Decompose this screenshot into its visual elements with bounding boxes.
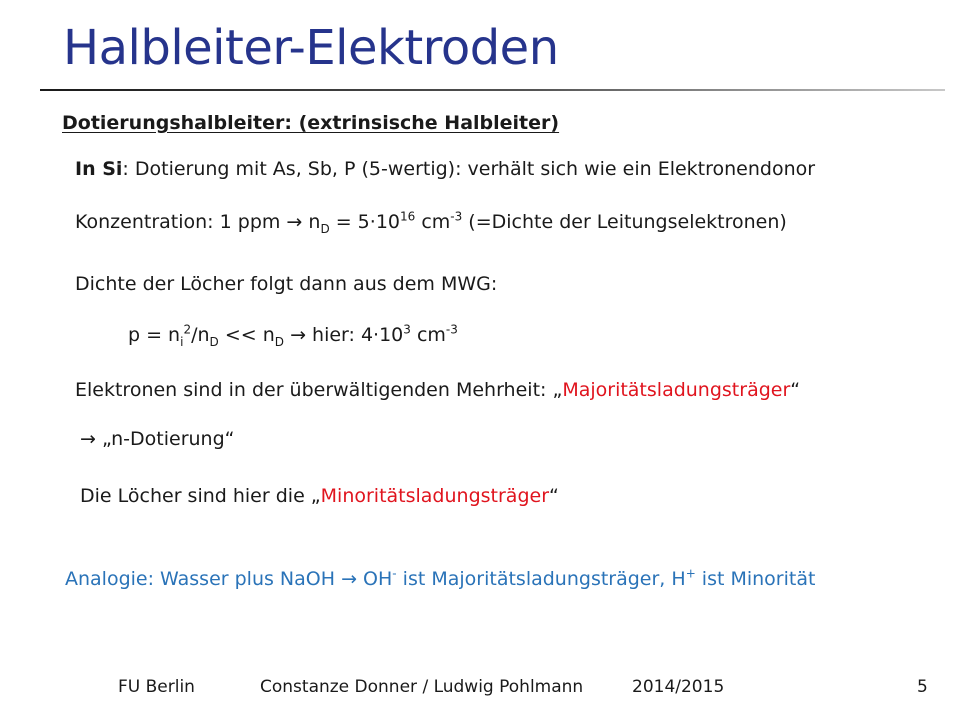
subscript: D bbox=[320, 221, 330, 236]
analogy-line bbox=[65, 567, 815, 591]
doping-line bbox=[75, 157, 815, 181]
subscript: D bbox=[209, 334, 219, 349]
analogy-text: Analogie: Wasser plus NaOH bbox=[65, 568, 342, 590]
formula-part: cm bbox=[415, 211, 451, 233]
formula-part: cm bbox=[410, 324, 446, 346]
formula-part: hier: 4·10 bbox=[305, 324, 404, 346]
formula-part: ist Majoritätsladungsträger, H bbox=[396, 568, 686, 590]
minority-term: Minoritätsladungsträger bbox=[320, 485, 550, 507]
slide-title: Halbleiter-Elektroden bbox=[63, 20, 559, 76]
footer-term: 2014/2015 bbox=[632, 677, 725, 697]
page-number: 5 bbox=[917, 677, 928, 697]
n-doping-text: „n-Dotierung“ bbox=[95, 428, 235, 450]
superscript: 2 bbox=[183, 322, 192, 337]
mwg-formula-line bbox=[128, 323, 458, 347]
doping-bold-label: In Si bbox=[75, 158, 123, 180]
majority-text: Elektronen sind in der überwältigenden Mehrheit: „ bbox=[75, 379, 563, 401]
subscript: i bbox=[180, 334, 184, 349]
superscript: -3 bbox=[445, 322, 458, 337]
arrow-icon: → bbox=[341, 568, 357, 590]
section-heading: Dotierungshalbleiter: (extrinsische Halbleiter) bbox=[62, 112, 560, 134]
doping-text: : Dotierung mit As, Sb, P (5-wertig): verhält sich wie ein Elektronendonor bbox=[122, 158, 816, 180]
superscript: 16 bbox=[400, 209, 416, 224]
formula-part: n bbox=[302, 211, 321, 233]
formula-part: << n bbox=[218, 324, 275, 346]
superscript: + bbox=[685, 566, 696, 581]
footer-institution: FU Berlin bbox=[118, 677, 195, 697]
concentration-label: Konzentration: 1 ppm bbox=[75, 211, 287, 233]
formula-part: OH bbox=[357, 568, 393, 590]
footer-authors: Constanze Donner / Ludwig Pohlmann bbox=[260, 677, 584, 697]
formula-part: p = n bbox=[128, 324, 181, 346]
superscript: -3 bbox=[450, 209, 463, 224]
hole-density-line: Dichte der Löcher folgt dann aus dem MWG: bbox=[75, 273, 498, 295]
superscript: 3 bbox=[403, 322, 411, 337]
superscript: - bbox=[392, 566, 397, 581]
formula-part: /n bbox=[191, 324, 210, 346]
closing-quote: “ bbox=[549, 485, 559, 507]
formula-part: ist Minorität bbox=[695, 568, 816, 590]
formula-part: = 5·10 bbox=[329, 211, 400, 233]
arrow-icon: → bbox=[286, 211, 303, 233]
n-doping-line bbox=[80, 427, 235, 451]
majority-carrier-line bbox=[75, 378, 800, 402]
minority-text: Die Löcher sind hier die „ bbox=[80, 485, 321, 507]
title-divider bbox=[40, 89, 945, 91]
closing-quote: “ bbox=[790, 379, 801, 401]
arrow-icon: → bbox=[290, 324, 306, 346]
concentration-line bbox=[75, 210, 787, 234]
subscript: D bbox=[274, 334, 285, 349]
majority-term: Majoritätsladungsträger bbox=[562, 379, 791, 401]
minority-carrier-line bbox=[80, 484, 559, 508]
formula-part: (=Dichte der Leitungselektronen) bbox=[462, 211, 787, 233]
arrow-icon: → bbox=[80, 428, 96, 450]
